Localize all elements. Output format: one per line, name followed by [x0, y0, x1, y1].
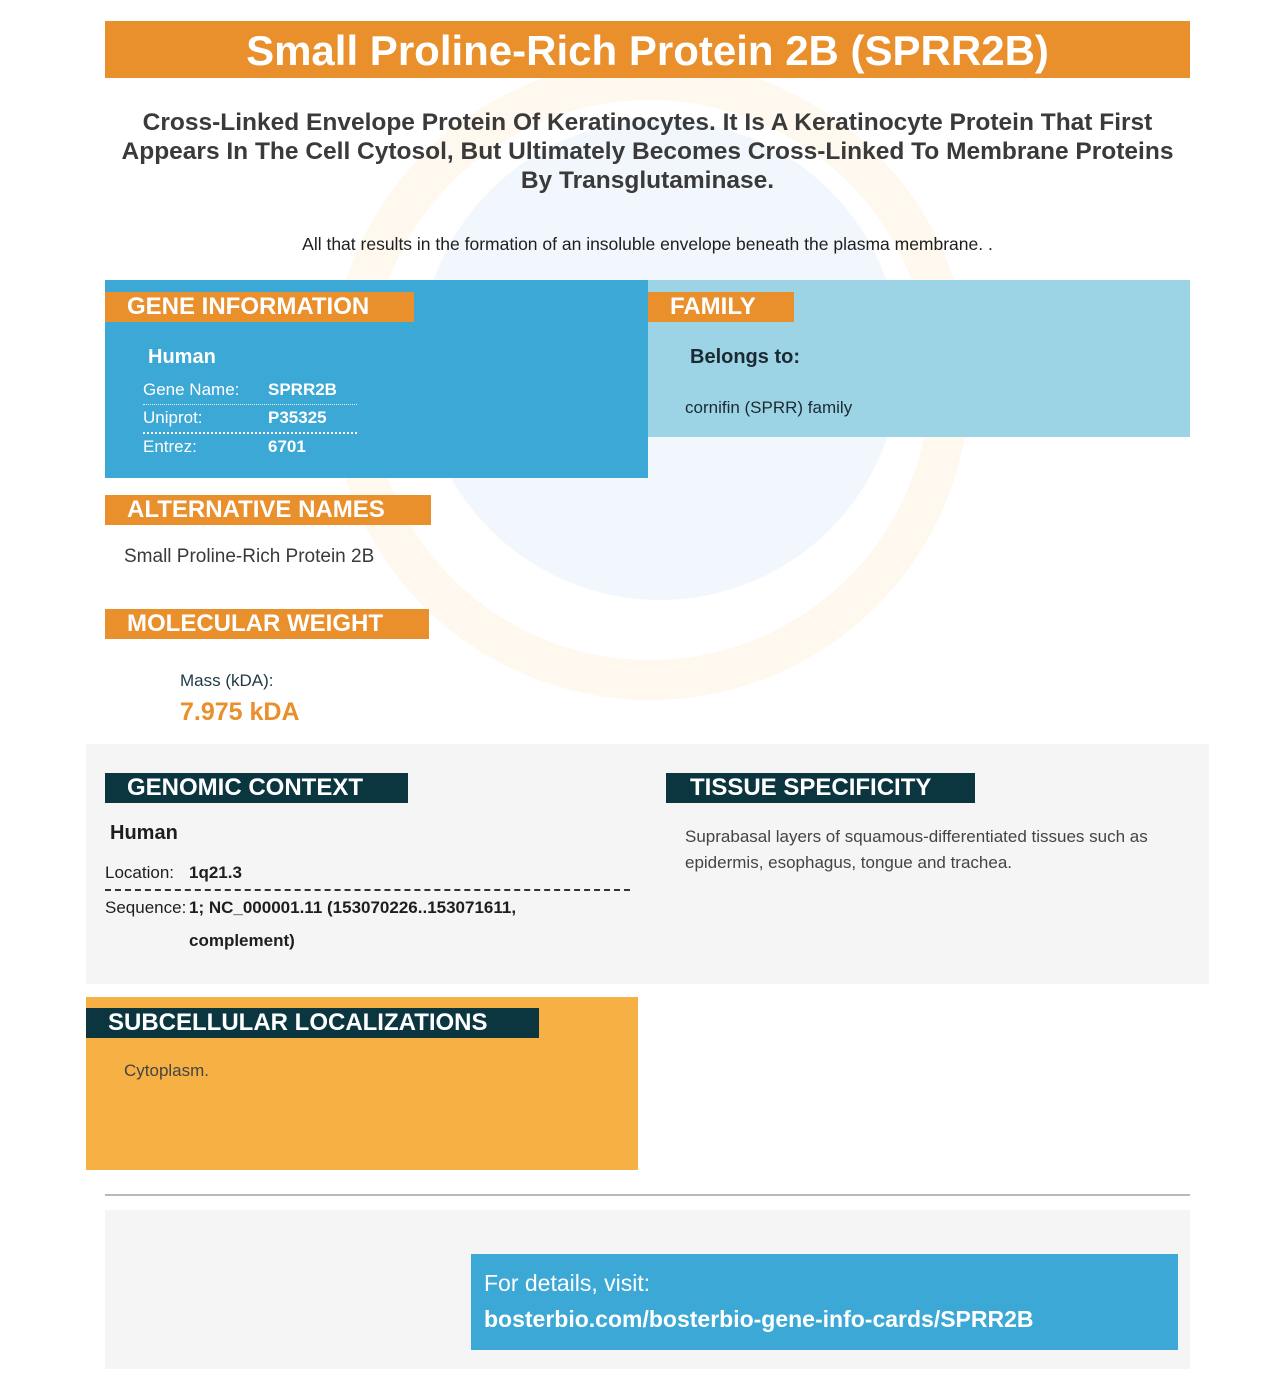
gene-information-heading: GENE INFORMATION — [105, 292, 414, 322]
location-value: 1q21.3 — [189, 863, 242, 882]
alternative-name-value: Small Proline-Rich Protein 2B — [124, 546, 375, 567]
tissue-specificity-heading: TISSUE SPECIFICITY — [666, 773, 975, 803]
genomic-species: Human — [110, 822, 178, 844]
page-title: Small Proline-Rich Protein 2B (SPRR2B) — [105, 21, 1190, 78]
sequence-label: Sequence: — [105, 898, 187, 917]
uniprot-value: P35325 — [268, 408, 327, 427]
uniprot-label: Uniprot: — [143, 408, 203, 427]
family-belongs-label: Belongs to: — [690, 346, 800, 368]
subcellular-heading: SUBCELLULAR LOCALIZATIONS — [86, 1008, 539, 1038]
entrez-label: Entrez: — [143, 437, 197, 456]
footer-divider — [105, 1194, 1190, 1196]
gene-info-table — [143, 377, 357, 461]
gene-row-entrez — [143, 434, 357, 461]
mass-value: 7.975 kDA — [180, 698, 300, 726]
location-label: Location: — [105, 863, 174, 882]
tissue-specificity-text: Suprabasal layers of squamous-differentiated tissues such as epidermis, esophagus, tongue and trachea. — [685, 827, 1148, 872]
genomic-context-heading: GENOMIC CONTEXT — [105, 773, 408, 803]
subcellular-value: Cytoplasm. — [124, 1061, 210, 1080]
visit-label: For details, visit: — [484, 1270, 651, 1296]
entrez-value: 6701 — [268, 437, 306, 456]
gene-species: Human — [148, 346, 216, 368]
gene-row-uniprot — [143, 405, 357, 434]
details-link-box[interactable] — [471, 1254, 1178, 1350]
family-heading: FAMILY — [648, 292, 794, 322]
alternative-names-heading: ALTERNATIVE NAMES — [105, 495, 431, 525]
molecular-weight-heading: MOLECULAR WEIGHT — [105, 609, 429, 639]
mass-label: Mass (kDA): — [180, 671, 274, 690]
gene-name-value: SPRR2B — [268, 380, 337, 399]
protein-description: All that results in the formation of an insoluble envelope beneath the plasma membrane. . — [302, 234, 993, 254]
gene-row-name — [143, 377, 357, 405]
protein-summary: Cross-Linked Envelope Protein Of Keratinocytes. It Is A Keratinocyte Protein That First Appears In The Cell Cytosol, But Ultimately Becomes Cross-Linked To Membrane Proteins By Transglutaminase. — [121, 109, 1174, 194]
details-link[interactable]: bosterbio.com/bosterbio-gene-info-cards/SPRR2B — [484, 1306, 1034, 1332]
gene-name-label: Gene Name: — [143, 380, 240, 399]
family-name: cornifin (SPRR) family — [685, 398, 853, 417]
sequence-value: 1; NC_000001.11 (153070226..153071611, complement) — [189, 898, 517, 950]
